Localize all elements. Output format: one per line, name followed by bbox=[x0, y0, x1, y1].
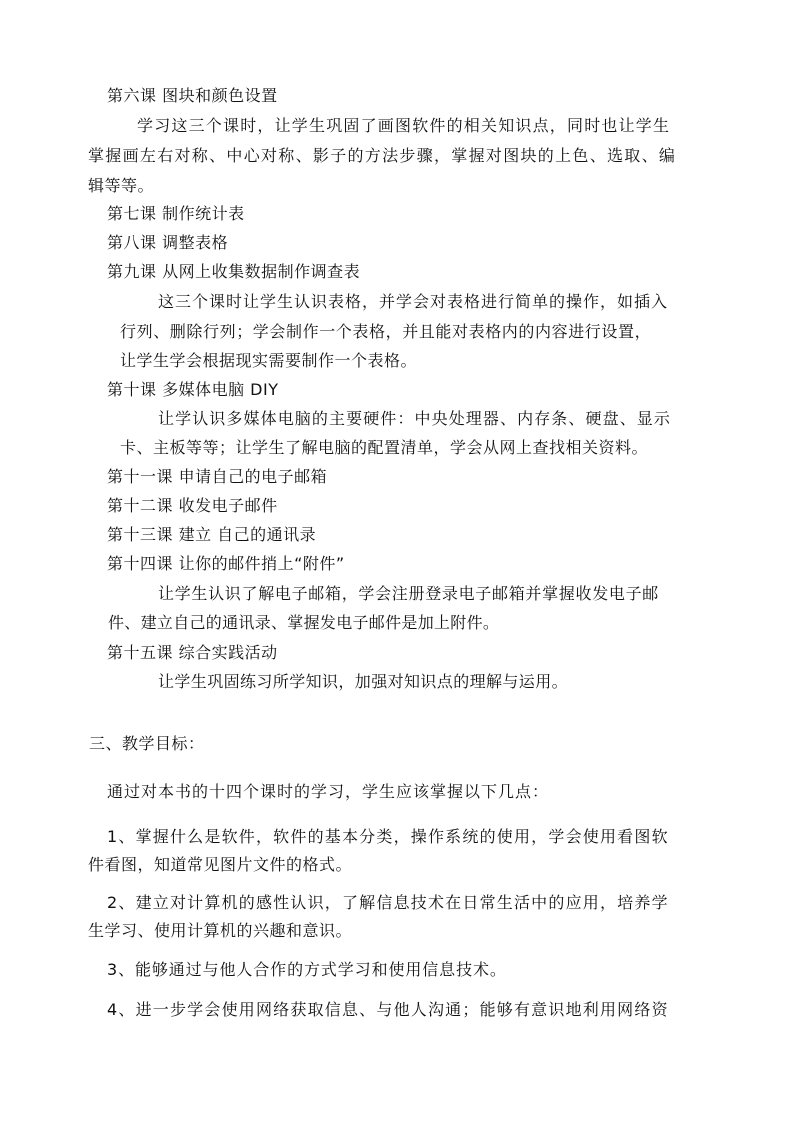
lesson-12-title: 第十二课 收发电子邮件 bbox=[107, 496, 278, 515]
goal-item-4-line-1: 4、进一步学会使用网络获取信息、与他人沟通；能够有意识地利用网络资 bbox=[107, 1000, 669, 1019]
lesson-15-title: 第十五课 综合实践活动 bbox=[107, 643, 278, 662]
table-desc-line-1: 这三个课时让学生认识表格，并学会对表格进行简单的操作，如插入 bbox=[158, 292, 669, 311]
lesson-9-title: 第九课 从网上收集数据制作调查表 bbox=[107, 262, 361, 281]
lesson-6-title: 第六课 图块和颜色设置 bbox=[107, 86, 278, 105]
lesson-13-title: 第十三课 建立 自己的通讯录 bbox=[107, 525, 317, 544]
goal-item-2-line-2: 生学习、使用计算机的兴趣和意识。 bbox=[88, 921, 353, 940]
goal-item-2-line-1: 2、建立对计算机的感性认识，了解信息技术在日常生活中的应用，培养学 bbox=[107, 893, 669, 912]
lesson-6-desc-line-1: 学习这三个课时，让学生巩固了画图软件的相关知识点，同时也让学生 bbox=[137, 116, 671, 135]
goal-item-1-line-2: 件看图，知道常见图片文件的格式。 bbox=[88, 855, 353, 874]
lesson-6-desc-line-3: 辑等等。 bbox=[88, 176, 155, 195]
goals-heading: 三、教学目标： bbox=[89, 734, 205, 753]
lesson-10-title: 第十课 多媒体电脑 DIY bbox=[107, 380, 279, 399]
lesson-10-desc-line-2: 卡、主板等等；让学生了解电脑的配置清单，学会从网上查找相关资料。 bbox=[120, 438, 649, 457]
table-desc-line-2: 行列、删除行列；学会制作一个表格，并且能对表格内的内容进行设置， bbox=[120, 322, 652, 341]
goals-intro: 通过对本书的十四个课时的学习，学生应该掌握以下几点： bbox=[107, 782, 550, 801]
email-desc-line-2: 件、建立自己的通讯录、掌握发电子邮件是加上附件。 bbox=[108, 613, 500, 632]
goal-item-3: 3、能够通过与他人合作的方式学习和使用信息技术。 bbox=[107, 960, 507, 979]
lesson-11-title: 第十一课 申请自己的电子邮箱 bbox=[107, 467, 328, 486]
lesson-14-title: 第十四课 让你的邮件捎上“附件” bbox=[107, 554, 345, 573]
lesson-10-desc-line-1: 让学认识多媒体电脑的主要硬件：中央处理器、内存条、硬盘、显示 bbox=[158, 409, 672, 428]
lesson-8-title: 第八课 调整表格 bbox=[107, 233, 229, 252]
table-desc-line-3: 让学生学会根据现实需要制作一个表格。 bbox=[120, 351, 418, 370]
lesson-15-desc: 让学生巩固练习所学知识，加强对知识点的理解与运用。 bbox=[158, 672, 569, 691]
lesson-6-desc-line-2: 掌握画左右对称、中心对称、影子的方法步骤，掌握对图块的上色、选取、编 bbox=[88, 146, 677, 165]
goal-item-1-line-1: 1、掌握什么是软件，软件的基本分类，操作系统的使用，学会使用看图软 bbox=[107, 827, 669, 846]
lesson-7-title: 第七课 制作统计表 bbox=[107, 204, 245, 223]
email-desc-line-1: 让学生认识了解电子邮箱，学会注册登录电子邮箱并掌握收发电子邮 bbox=[158, 584, 660, 603]
